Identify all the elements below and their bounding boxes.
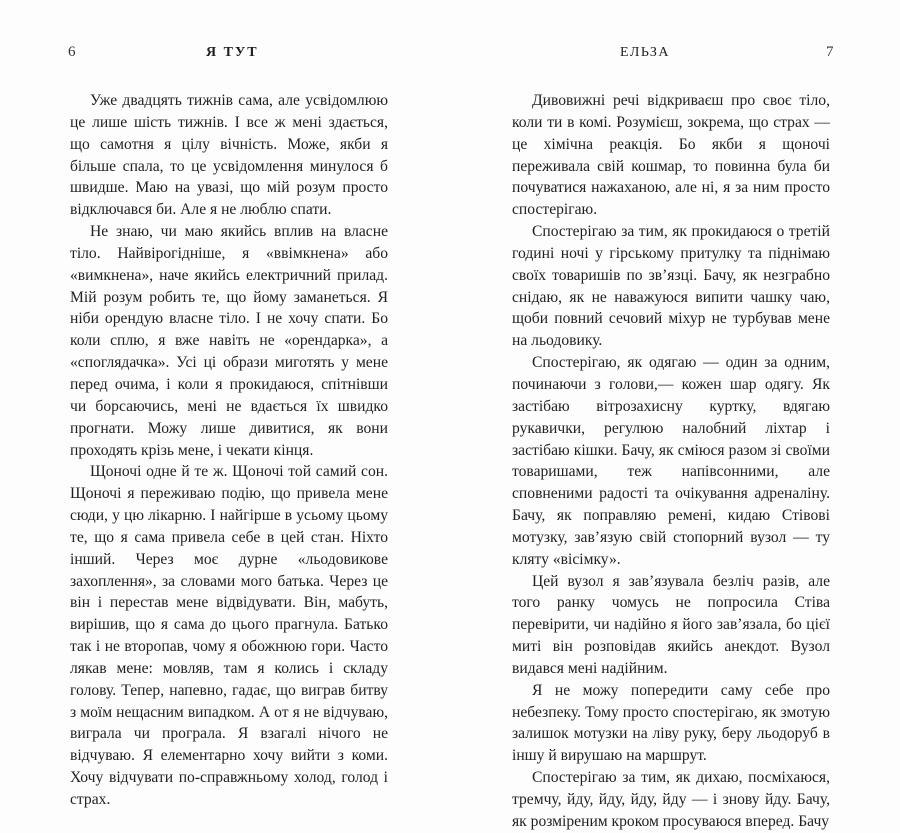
paragraph: Дивовижні речі відкриваєш про своє тіло, коли ти в комі. Розумієш, зокрема, що страх — це хімічна реакція. Бо якби я щоночі переживала свій кошмар, то повинна була би почуватися нажаханою, але ні, я за ним просто спостерігаю.: [512, 92, 830, 219]
paragraph: Уже двадцять тижнів сама, але усвідомлюю це лише шість тижнів. І все ж мені здається, що самотня я цілу вічність. Може, якби я більше спала, то це усвідомлення минулося б швидше. Маю на увазі, що мій розум просто відключався би. Але я не люблю спати.: [70, 92, 388, 219]
paragraph: Спостерігаю за тим, як дихаю, посміхаюся, тремчу, йду, йду, йду, йду — і знову йду. Бачу, як розміреним кроком просуваюся вперед. Бачу: [512, 769, 830, 830]
right-page: [450, 0, 900, 830]
paragraph: Спостерігаю, як одягаю — один за одним, починаючи з голови,— кожен шар одягу. Як застібаю вітрозахисну куртку, вдягаю рукавички, регулюю налобний ліхтар і застібаю кішки. Бачу, як сміюся разом зі своїми товаришами, теж напівсонними, але сповненими радості та очікування адреналіну. Бачу, як поправляю ремені, кидаю Стівові мотузку, зав’язую свій стопорний вузол — ту кляту «вісімку».: [512, 354, 830, 568]
page-number: 6: [68, 44, 76, 60]
running-head: Я ТУТ: [206, 45, 259, 60]
paragraph: Я не можу попередити саму себе про небезпеку. Тому просто спостерігаю, як змотую залишок мотузки на ліву руку, беру льодоруб в іншу й вирушаю на маршрут.: [512, 681, 830, 765]
paragraph: Щоночі одне й те ж. Щоночі той самий сон. Щоночі я переживаю подію, що привела мене сюди, у цю лікарню. І найгірше в усьому цьому те, що я сама привела себе в цей стан. Ніхто інший. Через моє дурне «льодовикове захоплення», за словами мого батька. Через це він і перестав мене відвідувати. Він, мабуть, вирішив, що я сама до цього прагнула. Батько так і не второпав, чому я обожнюю гори. Часто лякав мене: мовляв, там я колись і складу голову. Тепер, напевно, гадає, що виграв битву з моїм нещасним випадком. А от я не відчуваю, виграла чи програла. Я взагалі нічого не відчуваю. Я елементарно хочу вийти з коми. Хочу відчувати по-справжньому холод, голод і страх.: [70, 463, 388, 808]
paragraph: Цей вузол я зав’язувала безліч разів, але того ранку чомусь не попросила Стіва перевірити, чи надійно я його зав’язала, бо цієї миті він розповідав якийсь анекдот. Вузол видався мені надійним.: [512, 572, 830, 677]
running-head: ЕЛЬЗА: [620, 45, 670, 60]
paragraph: Спостерігаю за тим, як прокидаюся о третій годині ночі у гірському притулку та піднімаю своїх товаришів по зв’язці. Бачу, як незграбно снідаю, як не наважуюся випити чашку чаю, щоби повний сечовий міхур не турбував мене на льодовику.: [512, 223, 830, 350]
body-text: [512, 90, 830, 833]
paragraph: Не знаю, чи маю якийсь вплив на власне тіло. Найвірогідніше, я «ввімкнена» або «вимкнена», наче якийсь електричний прилад. Мій розум робить те, що йому заманеться. Я ніби орендую власне тіло. І не хочу спати. Бо коли сплю, я вже навіть не «орендарка», а «споглядачка». Усі ці образи миготять у мене перед очима, і коли я прокидаюся, спітнівши чи борсаючись, мені не вдається їх швидко прогнати. Можу лише дивитися, як вони проходять крізь мене, і чекати кінця.: [70, 223, 388, 459]
left-page: [0, 0, 450, 808]
body-text: [70, 90, 388, 811]
page-number: 7: [826, 44, 834, 60]
